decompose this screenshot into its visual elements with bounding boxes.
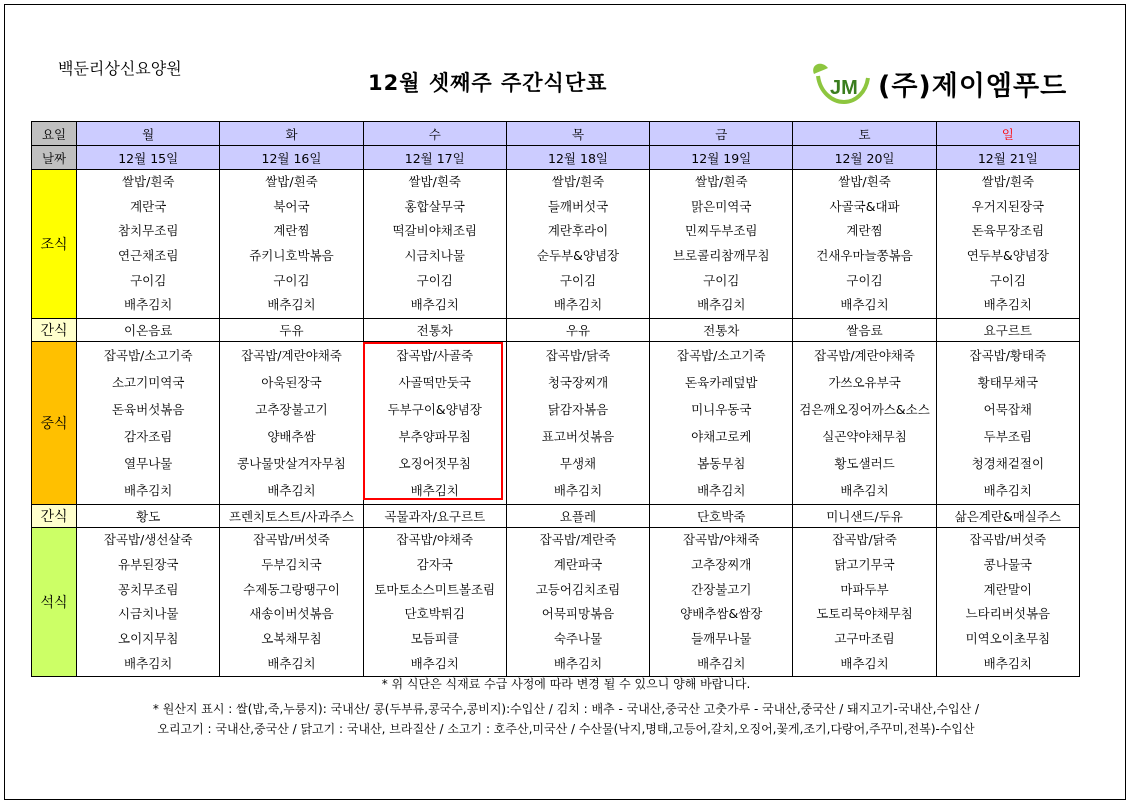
menu-item: 잡곡밥/사골죽 <box>396 348 474 364</box>
menu-item: 맑은미역국 <box>691 198 752 214</box>
menu-item: 감자국 <box>416 556 453 572</box>
menu-item: 구이김 <box>846 272 883 288</box>
day-mon: 월 <box>77 122 220 146</box>
menu-item: 사골떡만둣국 <box>398 375 471 391</box>
menu-item: 쌀밥/흰죽 <box>695 174 748 189</box>
breakfast-row <box>32 170 1080 319</box>
menu-item: 민찌두부조림 <box>685 223 758 239</box>
menu-item: 계란후라이 <box>547 223 609 239</box>
snack-cell: 단호박죽 <box>650 505 793 528</box>
menu-item: 배추김치 <box>124 655 173 671</box>
menu-item: 청국장찌개 <box>547 375 609 391</box>
dinner-row <box>32 528 1080 677</box>
snack-cell: 전통차 <box>650 319 793 342</box>
menu-item: 배추김치 <box>840 483 889 499</box>
menu-item: 들깨버섯국 <box>547 198 609 214</box>
snack-cell: 우유 <box>506 319 649 342</box>
menu-item: 아욱된장국 <box>261 375 322 391</box>
snack-cell: 미니샌드/두유 <box>793 505 936 528</box>
menu-item: 꽁치무조림 <box>118 581 179 597</box>
lunch-day-cell <box>936 342 1079 505</box>
dinner-day-cell <box>363 528 506 677</box>
snack-cell: 곡물과자/요구르트 <box>363 505 506 528</box>
menu-item: 콩나물맛살겨자무침 <box>237 456 346 472</box>
lunch-label: 중식 <box>32 342 77 505</box>
company-name: (주)제이엠푸드 <box>878 70 1068 102</box>
breakfast-day-cell <box>220 170 363 319</box>
menu-item: 오이지무침 <box>118 630 179 646</box>
lunch-day-cell <box>363 342 506 505</box>
menu-item: 새송이버섯볶음 <box>249 606 334 622</box>
snack-cell: 요구르트 <box>936 319 1079 342</box>
menu-item: 양배추쌈 <box>267 429 316 445</box>
menu-item: 고추장불고기 <box>255 402 328 418</box>
menu-item: 가쓰오유부국 <box>828 375 901 391</box>
menu-item: 연두부&양념장 <box>966 248 1049 264</box>
breakfast-day-cell <box>793 170 936 319</box>
menu-item: 쌀밥/흰죽 <box>265 174 318 189</box>
menu-item: 미역오이초무침 <box>965 630 1051 646</box>
menu-item: 우거지된장국 <box>971 198 1045 214</box>
menu-item: 소고기미역국 <box>111 375 185 391</box>
day-sun: 일 <box>936 122 1079 146</box>
menu-item: 두부구이&양념장 <box>387 402 482 418</box>
menu-item: 유부된장국 <box>118 556 179 572</box>
menu-item: 배추김치 <box>840 297 889 313</box>
menu-item: 돈육버섯볶음 <box>111 402 185 418</box>
menu-item: 잡곡밥/야채죽 <box>682 532 760 548</box>
menu-item: 잡곡밥/소고기죽 <box>676 348 766 364</box>
menu-item: 잡곡밥/계란죽 <box>539 532 617 548</box>
snack-cell: 요플레 <box>506 505 649 528</box>
menu-item: 고추장찌개 <box>691 556 752 572</box>
menu-item: 배추김치 <box>553 483 603 499</box>
menu-item: 계란찜 <box>273 223 310 239</box>
menu-item: 배추김치 <box>124 483 173 499</box>
menu-item: 홍합살무국 <box>404 198 465 214</box>
menu-item: 배추김치 <box>410 297 459 313</box>
company-logo <box>808 58 1067 108</box>
menu-item: 배추김치 <box>983 297 1032 313</box>
dinner-day-cell <box>936 528 1079 677</box>
menu-item: 배추김치 <box>124 297 173 313</box>
menu-item: 구이김 <box>989 272 1026 288</box>
menu-item: 건새우마늘쫑볶음 <box>816 248 913 264</box>
menu-item: 양배추쌈&쌈장 <box>680 606 763 622</box>
menu-item: 배추김치 <box>410 483 459 499</box>
menu-item: 북어국 <box>273 198 310 214</box>
menu-item: 닭고기무국 <box>834 556 895 572</box>
menu-item: 고구마조림 <box>834 630 895 646</box>
menu-item: 배추김치 <box>697 483 746 499</box>
menu-item: 배추김치 <box>983 655 1032 671</box>
menu-item: 마파두부 <box>840 581 889 597</box>
menu-item: 미니우동국 <box>691 402 752 418</box>
menu-item: 오복채무침 <box>261 630 322 646</box>
menu-item: 어묵피망볶음 <box>541 606 615 622</box>
snack2-label: 간식 <box>32 505 77 528</box>
menu-item: 잡곡밥/야채죽 <box>396 532 474 548</box>
day-label: 요일 <box>32 122 77 146</box>
dinner-day-cell <box>220 528 363 677</box>
date-cell: 12월 18일 <box>506 146 649 170</box>
menu-item: 사골국&대파 <box>829 198 900 214</box>
menu-item: 쌀밥/흰죽 <box>981 174 1035 189</box>
lunch-day-cell <box>77 342 220 505</box>
menu-item: 두부김치국 <box>261 556 322 572</box>
menu-item: 잡곡밥/계란야채죽 <box>241 348 342 364</box>
day-header-row <box>32 122 1080 146</box>
menu-item: 잡곡밥/버섯죽 <box>253 532 330 548</box>
dinner-label: 석식 <box>32 528 77 677</box>
menu-item: 무생채 <box>559 456 597 472</box>
day-thu: 목 <box>506 122 649 146</box>
menu-item: 청경채겉절이 <box>971 456 1045 472</box>
facility-name: 백둔리상신요양원 <box>58 59 182 78</box>
leaf-logo-icon <box>808 58 872 108</box>
menu-item: 단호박튀김 <box>404 606 465 622</box>
menu-item: 황태무채국 <box>977 375 1039 391</box>
menu-item: 배추김치 <box>697 655 746 671</box>
menu-item: 잡곡밥/닭죽 <box>832 532 897 548</box>
menu-item: 배추김치 <box>267 483 316 499</box>
notice-line: * 위 식단은 식재료 수급 사정에 따라 변경 될 수 있으니 양해 바랍니다. <box>381 677 751 691</box>
menu-item: 계란찜 <box>846 223 883 239</box>
menu-item: 브로콜리참깨무침 <box>672 248 770 264</box>
menu-item: 잡곡밥/생선살죽 <box>103 532 193 548</box>
breakfast-day-cell <box>506 170 649 319</box>
menu-item: 떡갈비야채조림 <box>392 223 477 239</box>
menu-item: 고등어김치조림 <box>535 581 621 597</box>
menu-item: 닭감자볶음 <box>547 402 609 418</box>
page-title: 12월 셋째주 주간식단표 <box>368 71 608 95</box>
menu-item: 야채고로케 <box>691 429 752 445</box>
lunch-day-cell <box>220 342 363 505</box>
breakfast-day-cell <box>936 170 1079 319</box>
menu-item: 감자조림 <box>124 429 173 445</box>
menu-item: 계란말이 <box>983 581 1032 597</box>
menu-item: 수제동그랑땡구이 <box>243 581 340 597</box>
menu-item: 부추양파무침 <box>398 429 471 445</box>
menu-item: 모듬피클 <box>410 630 459 646</box>
lunch-day-cell <box>793 342 936 505</box>
menu-item: 시금치나물 <box>404 248 465 264</box>
menu-item: 배추김치 <box>267 655 316 671</box>
day-wed: 수 <box>363 122 506 146</box>
menu-item: 구이김 <box>703 272 740 288</box>
menu-item: 잡곡밥/소고기죽 <box>103 348 193 364</box>
date-cell: 12월 17일 <box>363 146 506 170</box>
menu-item: 배추김치 <box>410 655 459 671</box>
origin-line-2: 오리고기 : 국내산,중국산 / 닭고기 : 국내산, 브라질산 / 소고기 : 호주산,미국산 / 수산물(낙지,명태,고등어,갈치,오징어,꽃게,조기,다랑어,주꾸미,전복)-수입산 <box>157 722 975 736</box>
lunch-row <box>32 342 1080 505</box>
snack2-row <box>32 505 1080 528</box>
menu-item: 구이김 <box>273 272 310 288</box>
snack-cell: 전통차 <box>363 319 506 342</box>
menu-item: 구이김 <box>559 272 597 288</box>
snack-cell: 황도 <box>77 505 220 528</box>
day-tue: 화 <box>220 122 363 146</box>
dinner-day-cell <box>793 528 936 677</box>
dinner-day-cell <box>77 528 220 677</box>
menu-item: 두부조림 <box>983 429 1032 445</box>
menu-item: 토마토소스미트볼조림 <box>374 581 496 597</box>
menu-item: 쌀밥/흰죽 <box>838 174 891 189</box>
menu-item: 들깨무나물 <box>691 630 752 646</box>
menu-item: 시금치나물 <box>118 606 179 622</box>
date-header-row <box>32 146 1080 170</box>
date-cell: 12월 21일 <box>936 146 1079 170</box>
lunch-day-cell <box>506 342 649 505</box>
snack-cell: 프렌치토스트/사과주스 <box>220 505 363 528</box>
menu-item: 연근채조림 <box>118 248 179 264</box>
menu-item: 계란파국 <box>553 556 603 572</box>
menu-item: 황도샐러드 <box>834 456 895 472</box>
date-cell: 12월 15일 <box>77 146 220 170</box>
menu-item: 잡곡밥/닭죽 <box>545 348 611 364</box>
menu-item: 배추김치 <box>697 297 746 313</box>
menu-item: 참치무조림 <box>118 223 179 239</box>
menu-item: 느타리버섯볶음 <box>965 606 1051 622</box>
snack1-label: 간식 <box>32 319 77 342</box>
menu-item: 간장불고기 <box>691 581 752 597</box>
menu-item: 어묵잡채 <box>983 402 1032 418</box>
snack-cell: 삶은계란&매실주스 <box>936 505 1079 528</box>
breakfast-label: 조식 <box>32 170 77 319</box>
menu-item: 도토리묵야채무침 <box>816 606 913 622</box>
breakfast-day-cell <box>77 170 220 319</box>
menu-item: 쥬키니호박볶음 <box>249 248 334 264</box>
menu-item: 배추김치 <box>267 297 316 313</box>
menu-item: 배추김치 <box>553 655 603 671</box>
dinner-day-cell <box>650 528 793 677</box>
snack-cell: 쌀음료 <box>793 319 936 342</box>
menu-item: 잡곡밥/황태죽 <box>969 348 1047 364</box>
menu-item: 배추김치 <box>553 297 603 313</box>
date-cell: 12월 16일 <box>220 146 363 170</box>
menu-item: 숙주나물 <box>553 630 603 646</box>
day-fri: 금 <box>650 122 793 146</box>
day-sat: 토 <box>793 122 936 146</box>
date-cell: 12월 19일 <box>650 146 793 170</box>
lunch-day-cell <box>650 342 793 505</box>
menu-item: 배추김치 <box>840 655 889 671</box>
snack-cell: 이온음료 <box>77 319 220 342</box>
menu-item: 배추김치 <box>983 483 1032 499</box>
breakfast-day-cell <box>650 170 793 319</box>
menu-item: 콩나물국 <box>983 556 1032 572</box>
breakfast-day-cell <box>363 170 506 319</box>
date-cell: 12월 20일 <box>793 146 936 170</box>
dinner-day-cell <box>506 528 649 677</box>
menu-item: 구이김 <box>130 272 167 288</box>
menu-item: 순두부&양념장 <box>536 248 620 264</box>
menu-item: 잡곡밥/버섯죽 <box>969 532 1047 548</box>
menu-item: 표고버섯볶음 <box>541 429 615 445</box>
logo-mark: JM <box>830 77 858 99</box>
weekly-menu-table <box>31 121 1080 677</box>
menu-item: 오징어젓무침 <box>398 456 471 472</box>
menu-item: 계란국 <box>130 198 167 214</box>
menu-item: 돈육무장조림 <box>971 223 1045 239</box>
date-label: 날짜 <box>32 146 77 170</box>
menu-item: 봄동무침 <box>697 456 746 472</box>
snack1-row <box>32 319 1080 342</box>
menu-item: 실곤약야채무침 <box>822 429 907 445</box>
menu-item: 쌀밥/흰죽 <box>408 174 461 189</box>
snack-cell: 두유 <box>220 319 363 342</box>
menu-item: 잡곡밥/계란야채죽 <box>814 348 915 364</box>
origin-line-1: * 원산지 표시 : 쌀(밥,죽,누룽지): 국내산/ 콩(두부류,콩국수,콩비지):수입산 / 김치 : 배추 - 국내산,중국산 고춧가루 - 국내산,중국산 / 돼지고기-국내산,수입산 / <box>152 702 980 716</box>
menu-item: 열무나물 <box>124 456 173 472</box>
menu-item: 쌀밥/흰죽 <box>551 174 605 189</box>
menu-item: 돈육카레덮밥 <box>685 375 758 391</box>
menu-item: 검은깨오징어까스&소스 <box>799 402 930 418</box>
menu-item: 구이김 <box>416 272 453 288</box>
menu-item: 쌀밥/흰죽 <box>121 174 175 189</box>
